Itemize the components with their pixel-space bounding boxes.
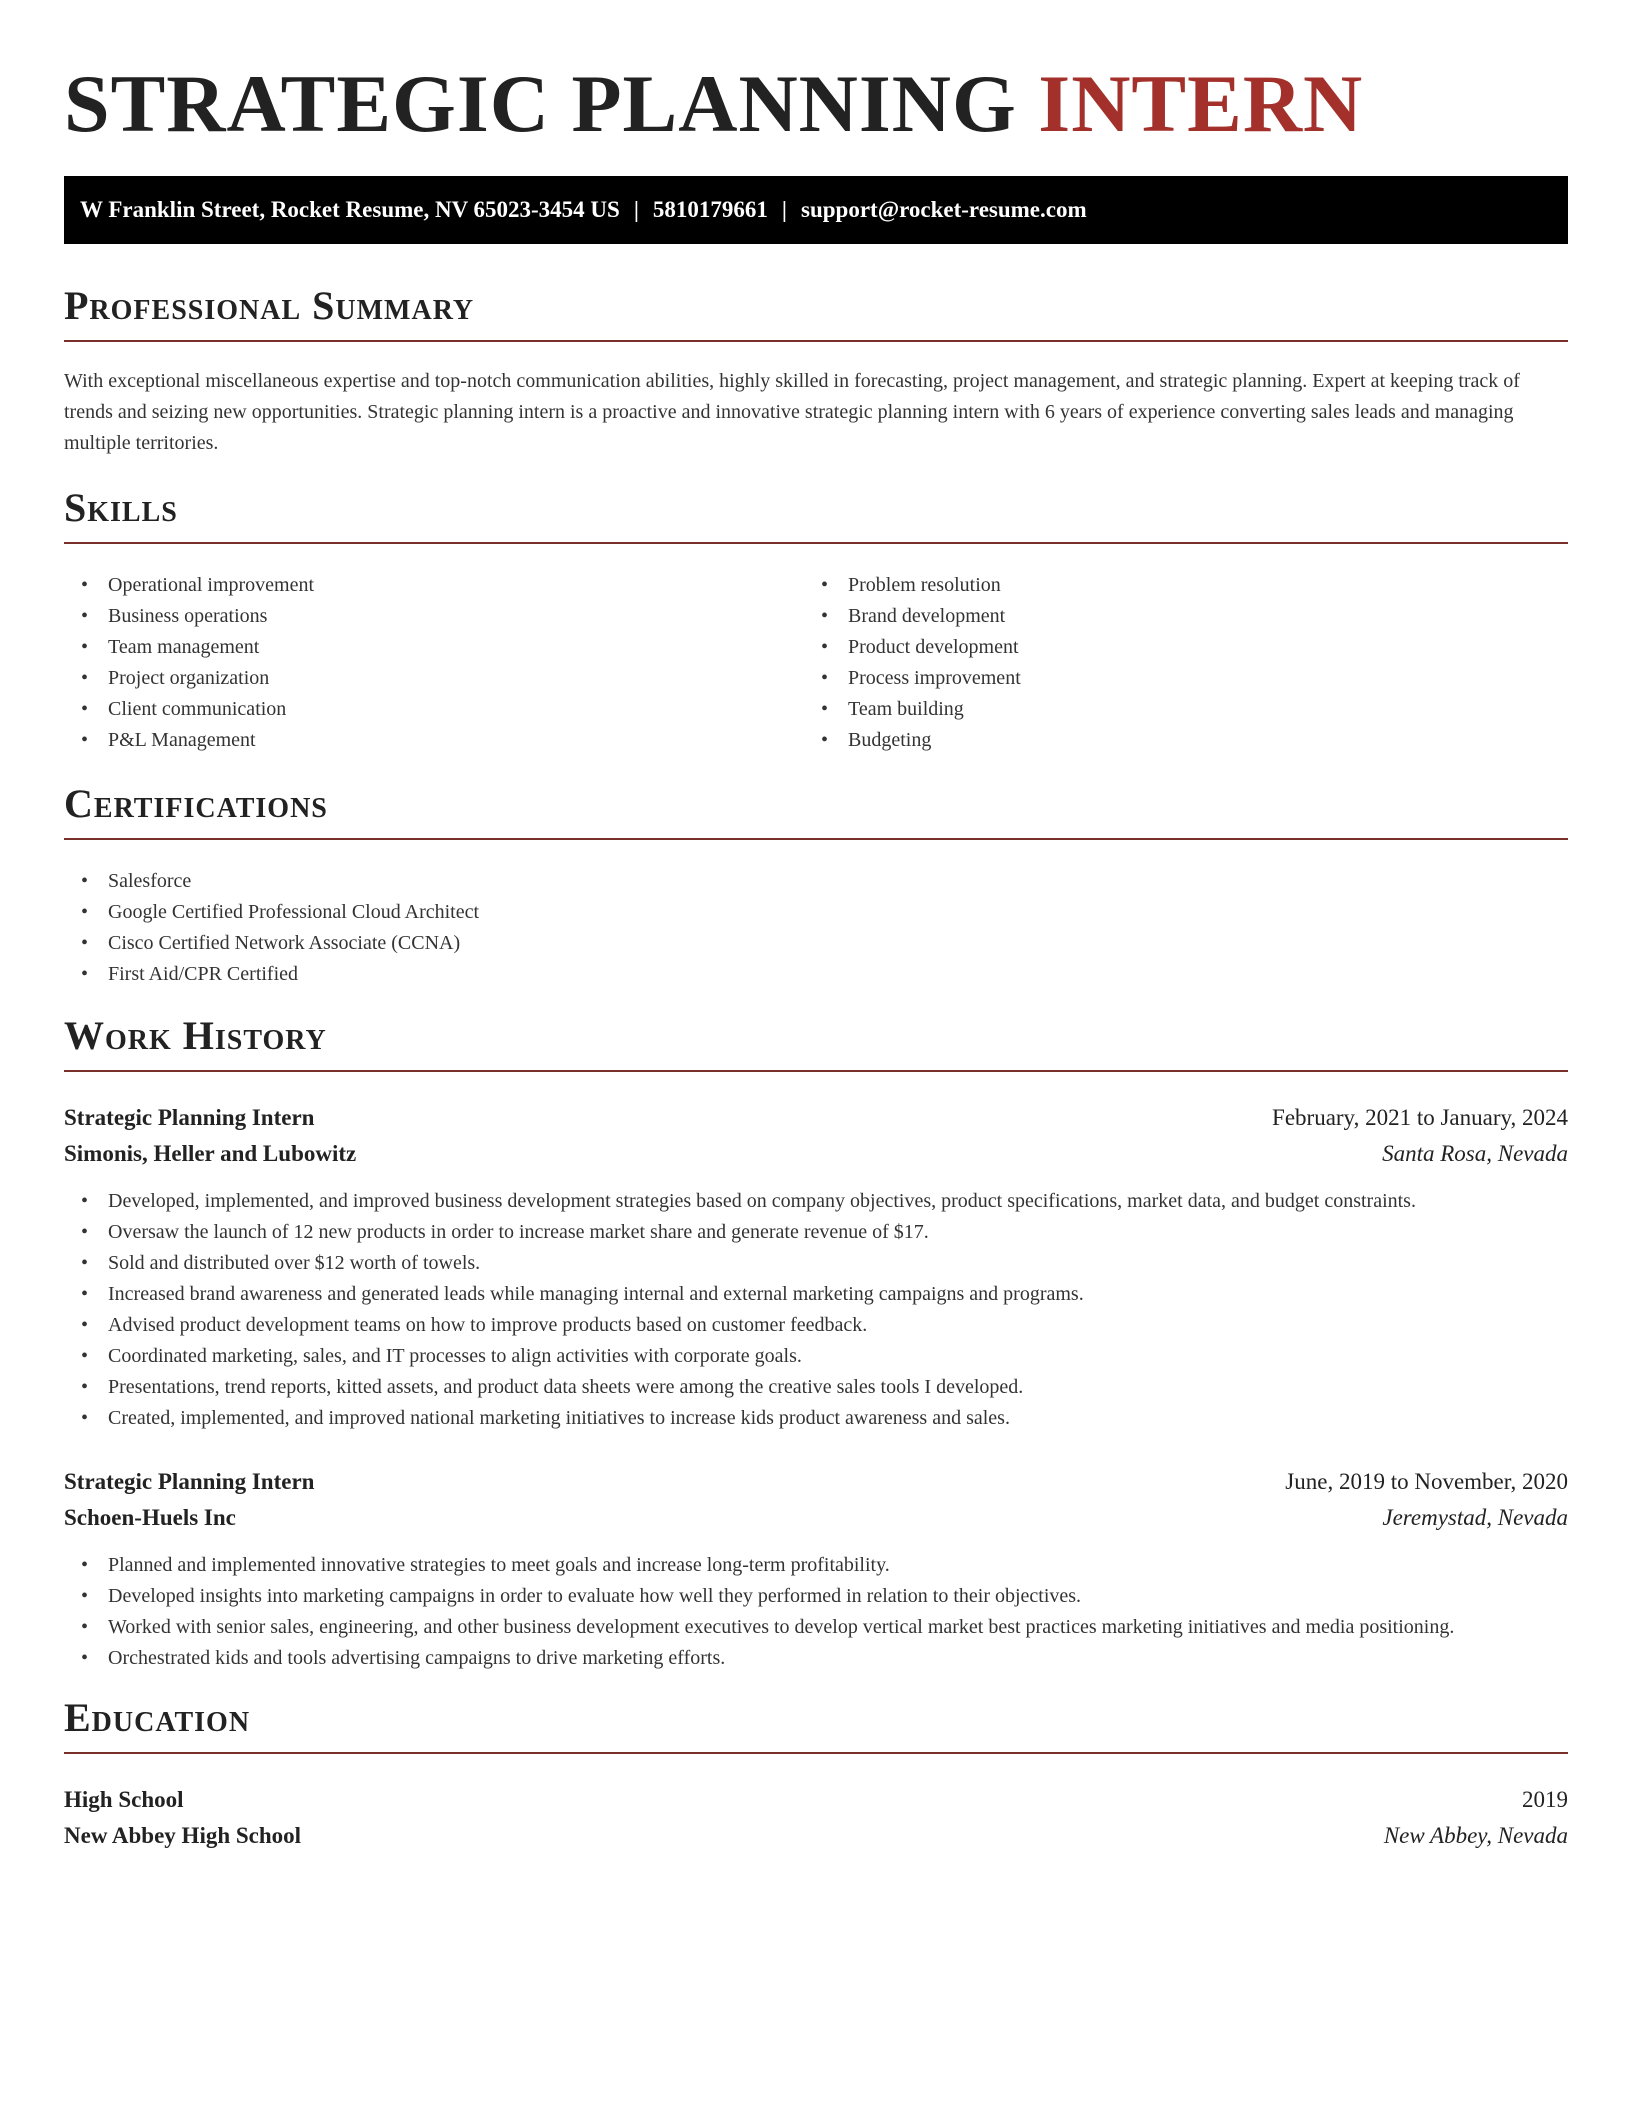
job-bullet: • Developed, implemented, and improved business development strategies based on company objectives, product specifications, market data, and budget constraints. xyxy=(81,1190,1416,1212)
job-bullet: • Orchestrated kids and tools advertising campaigns to drive marketing efforts. xyxy=(81,1647,726,1669)
job-bullet: • Developed insights into marketing campaigns in order to evaluate how well they performed in relation to their objectives. xyxy=(81,1585,1082,1607)
job-company-row xyxy=(64,1136,1568,1172)
job-title: Strategic Planning Intern xyxy=(64,1105,315,1130)
certifications-heading: Certifications xyxy=(64,780,1568,840)
skill-item: • Project organization xyxy=(81,667,270,689)
skill-item: • Client communication xyxy=(81,698,287,720)
education-school-row xyxy=(64,1818,1568,1854)
certification-item: • Google Certified Professional Cloud Architect xyxy=(81,901,480,923)
job-bullet: • Advised product development teams on how to improve products based on customer feedback. xyxy=(81,1314,868,1336)
skill-item: • Team management xyxy=(81,636,260,658)
education-school: New Abbey High School xyxy=(64,1823,302,1848)
contact-separator: | xyxy=(633,197,639,222)
job-bullet: • Worked with senior sales, engineering, and other business development executives to develop vertical market best practices marketing initiatives and media positioning. xyxy=(81,1616,1455,1638)
skills-list-right xyxy=(804,570,1021,756)
summary-heading: Professional Summary xyxy=(64,282,1568,342)
job-dates: June, 2019 to November, 2020 xyxy=(1285,1469,1568,1494)
job-title-row xyxy=(64,1100,1568,1136)
job-bullet: • Increased brand awareness and generated leads while managing internal and external marketing campaigns and programs. xyxy=(81,1283,1084,1305)
job-bullet: • Presentations, trend reports, kitted assets, and product data sheets were among the creative sales tools I developed. xyxy=(81,1376,1024,1398)
contact-phone[interactable]: 5810179661 xyxy=(652,197,768,222)
job-company: Schoen-Huels Inc xyxy=(64,1505,236,1530)
skills-list-left xyxy=(64,570,314,756)
skill-item: • Problem resolution xyxy=(821,574,1001,596)
skill-item: • Team building xyxy=(821,698,964,720)
contact-address: W Franklin Street, Rocket Resume, NV 65023-3454 US xyxy=(80,197,620,222)
skill-item: • Operational improvement xyxy=(81,574,315,596)
education-location: New Abbey, Nevada xyxy=(1383,1823,1568,1848)
job-company: Simonis, Heller and Lubowitz xyxy=(64,1141,357,1166)
resume-title xyxy=(64,56,1363,152)
certifications-list xyxy=(64,866,479,990)
education-degree: High School xyxy=(64,1787,184,1812)
certification-item: • Salesforce xyxy=(81,870,192,892)
job-bullets xyxy=(64,1186,1416,1434)
job-title: Strategic Planning Intern xyxy=(64,1469,315,1494)
education-heading: Education xyxy=(64,1694,1568,1754)
job-location: Jeremystad, Nevada xyxy=(1382,1505,1568,1530)
education-degree-row xyxy=(64,1782,1568,1818)
skill-item: • P&L Management xyxy=(81,729,256,751)
job-title-row xyxy=(64,1464,1568,1500)
certification-item: • First Aid/CPR Certified xyxy=(81,963,299,985)
skill-item: • Budgeting xyxy=(821,729,932,751)
job-company-row xyxy=(64,1500,1568,1536)
job-bullet: • Oversaw the launch of 12 new products in order to increase market share and generate revenue of $17. xyxy=(81,1221,929,1243)
job-bullet: • Created, implemented, and improved national marketing initiatives to increase kids product awareness and sales. xyxy=(81,1407,1010,1429)
title-main: STRATEGIC PLANNING xyxy=(64,58,1039,149)
job-dates: February, 2021 to January, 2024 xyxy=(1272,1105,1568,1130)
skill-item: • Brand development xyxy=(821,605,1006,627)
skill-item: • Product development xyxy=(821,636,1019,658)
contact-bar xyxy=(64,176,1568,244)
contact-separator: | xyxy=(781,197,787,222)
job-bullet: • Coordinated marketing, sales, and IT processes to align activities with corporate goals. xyxy=(81,1345,802,1367)
summary-text: With exceptional miscellaneous expertise and top-notch communication abilities, highly skilled in forecasting, project management, and strategic planning. Expert at keeping track of trends and seizing new opportunities. Strategic planning intern is a proactive and innovative strategic planning intern with 6 years of experience converting sales leads and managing multiple territories. xyxy=(64,370,1520,454)
job-bullet: • Planned and implemented innovative strategies to meet goals and increase long-term profitability. xyxy=(81,1554,890,1576)
certification-item: • Cisco Certified Network Associate (CCNA) xyxy=(81,932,461,954)
job-location: Santa Rosa, Nevada xyxy=(1382,1141,1568,1166)
education-year: 2019 xyxy=(1522,1787,1568,1812)
title-accent: INTERN xyxy=(1038,58,1364,149)
contact-email[interactable]: support@rocket-resume.com xyxy=(801,197,1087,222)
job-bullet: • Sold and distributed over $12 worth of towels. xyxy=(81,1252,481,1274)
job-bullets xyxy=(64,1550,1454,1674)
skill-item: • Business operations xyxy=(81,605,268,627)
skill-item: • Process improvement xyxy=(821,667,1021,689)
skills-heading: Skills xyxy=(64,484,1568,544)
work-history-heading: Work History xyxy=(64,1012,1568,1072)
